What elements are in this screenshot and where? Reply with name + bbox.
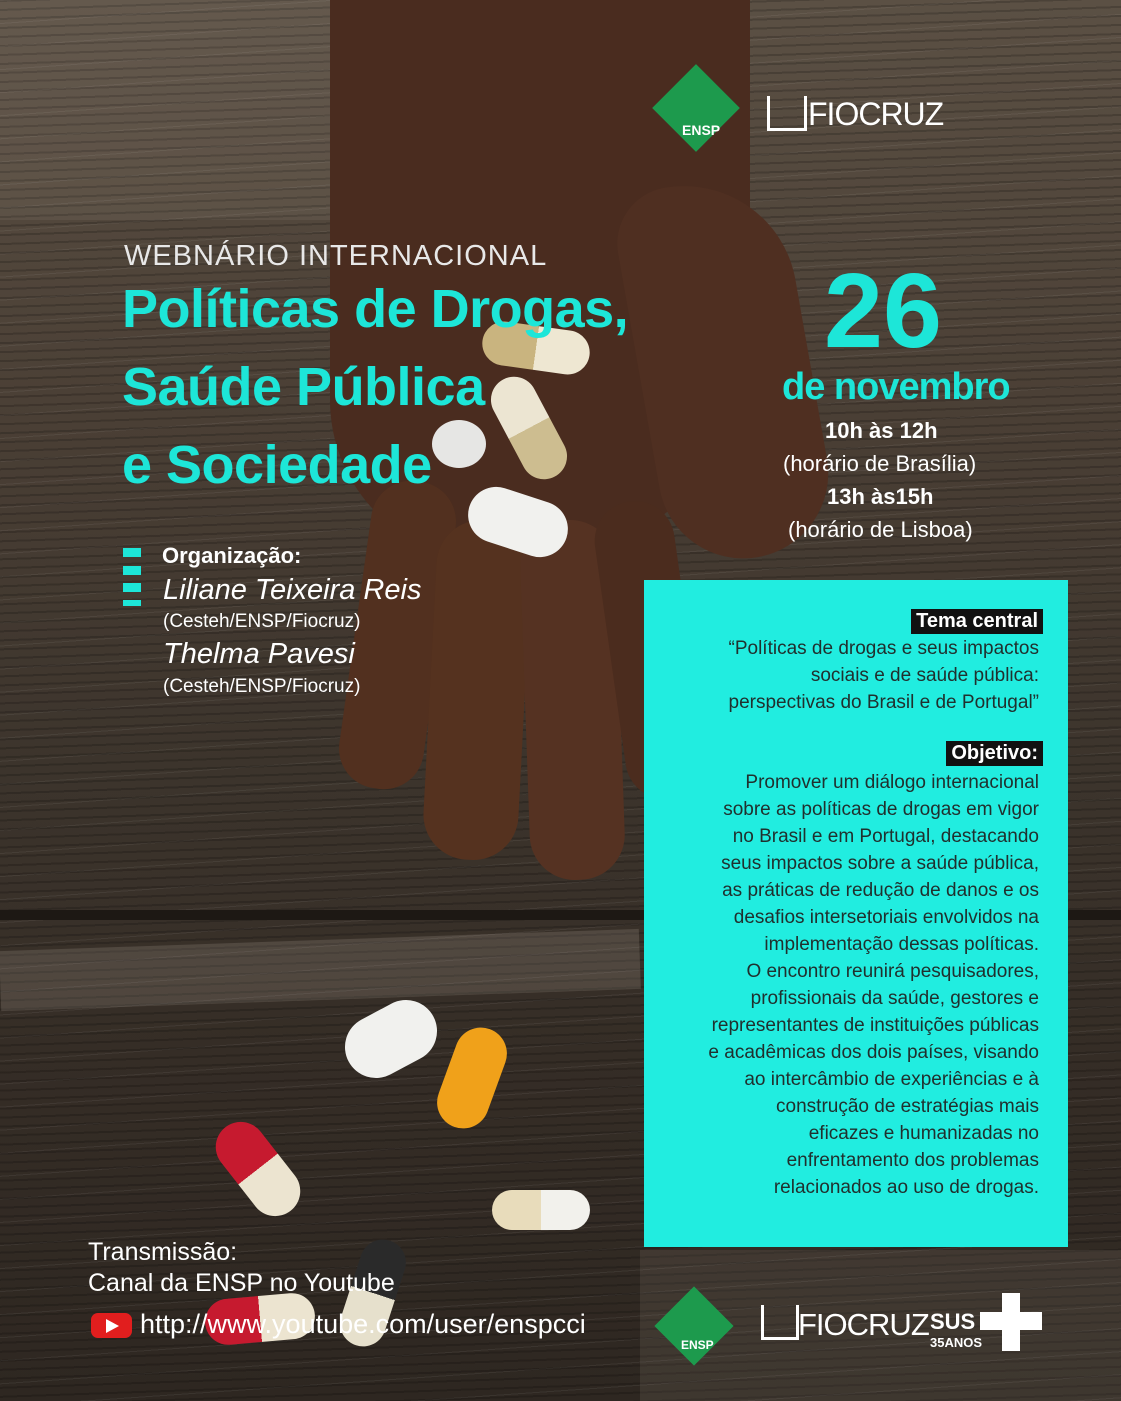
time-lisboa: 13h às15h	[827, 484, 934, 509]
castle-icon	[761, 1305, 799, 1340]
pill-capsule	[430, 1020, 514, 1136]
footer-ensp-text: ENSP	[681, 1338, 714, 1352]
organizer-name: Thelma Pavesi	[163, 638, 355, 670]
organizer-affiliation: (Cesteh/ENSP/Fiocruz)	[163, 676, 361, 697]
footer-fiocruz-text: FIOCRUZ	[798, 1307, 929, 1342]
wood-highlight	[0, 0, 330, 220]
event-type: WEBNÁRIO INTERNACIONAL	[124, 240, 548, 272]
title-line: Saúde Pública	[122, 357, 485, 417]
sus-years: 35ANOS	[930, 1335, 983, 1350]
fiocruz-logo-text: FIOCRUZ	[808, 96, 944, 132]
objective-label: Objetivo:	[946, 741, 1043, 766]
ensp-logo-text: ENSP	[682, 122, 721, 138]
organization-label: Organização:	[162, 543, 302, 568]
broadcast-info	[88, 1237, 395, 1299]
event-month: de novembro	[782, 366, 1010, 408]
wood-highlight	[0, 929, 641, 1011]
broadcast-channel: Canal da ENSP no Youtube	[88, 1269, 395, 1297]
sus-text: SUS	[930, 1309, 976, 1334]
theme-label: Tema central	[911, 609, 1043, 634]
pill-capsule	[492, 1190, 590, 1230]
theme-text: “Políticas de drogas e seus impactos sociais e de saúde pública: perspectivas do Brasil e de Portugal”	[728, 638, 1039, 713]
objective-text: Promover um diálogo internacional sobre as políticas de drogas em vigor no Brasil e em Portugal, destacando seus impactos sobre a saúde pública, as práticas de redução de danos e os desafios intersetoriais envolvidos na implementação dessas políticas. O encontro reunirá pesquisadores, profissionais da saúde, gestores e representantes de instituições públicas e acadêmicas dos dois países, visando ao intercâmbio de experiências e à construção de estratégias mais eficazes e humanizadas no enfrentamento dos problemas relacionados ao uso de drogas.	[708, 772, 1039, 1198]
info-panel	[644, 580, 1068, 1247]
timezone-brasilia: (horário de Brasília)	[783, 451, 977, 476]
organizer-name: Liliane Teixeira Reis	[163, 574, 422, 606]
youtube-icon[interactable]	[91, 1313, 132, 1338]
castle-icon	[767, 96, 807, 131]
title-line: e Sociedade	[122, 435, 432, 495]
time-brasilia: 10h às 12h	[825, 418, 938, 443]
youtube-link[interactable]: http://www.youtube.com/user/enspcci	[140, 1309, 586, 1339]
event-title	[122, 280, 628, 494]
title-line: Políticas de Drogas,	[122, 279, 629, 339]
event-day: 26	[824, 252, 942, 370]
timezone-lisboa: (horário de Lisboa)	[788, 517, 973, 542]
pill-tablet	[334, 989, 448, 1089]
broadcast-label: Transmissão:	[88, 1238, 238, 1266]
organizer-affiliation: (Cesteh/ENSP/Fiocruz)	[163, 611, 361, 632]
pill-capsule	[206, 1112, 311, 1226]
